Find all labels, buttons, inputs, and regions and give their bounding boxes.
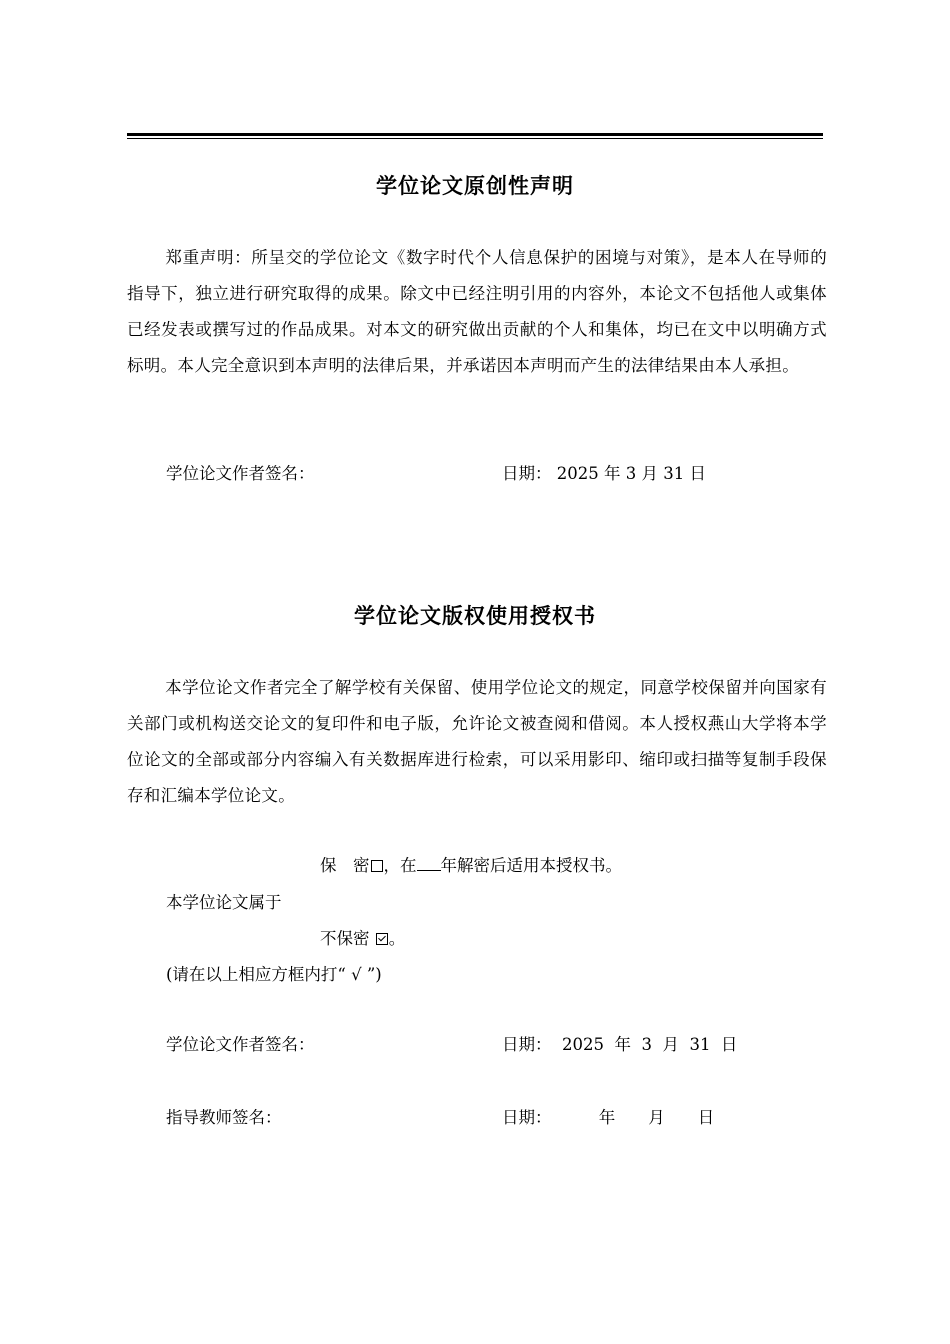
not-confidential-label: 不保密 [320,929,370,948]
declaration-title: 学位论文原创性声明 [376,174,574,198]
option-period: 。 [388,929,406,948]
advisor-date [502,1104,714,1128]
confidential-checkbox[interactable] [371,860,383,872]
authorization-body-text: 本学位论文作者完全了解学校有关保留、使用学位论文的规定，同意学校保留并向国家有关部门或机构送交论文的复印件和电子版，允许论文被查阅和借阅。本人授权燕山大学将本学位论文的全部或部分内容编入有关数据库进行检索，可以采用影印、缩印或扫描等复制手段保存和汇编本学位论文。 [127,678,827,805]
declaration-body [127,240,827,384]
authorization-author-date-label: 日期： [502,1035,552,1054]
top-rule-thin [127,138,823,139]
advisor-date-value: 年 月 日 [598,1108,715,1127]
advisor-date-label: 日期： [502,1108,552,1127]
authorization-author-sign: 学位论文作者签名： [166,1035,315,1054]
advisor-sign: 指导教师签名： [166,1108,282,1127]
years-blank [417,856,441,871]
authorization-body [127,670,827,814]
confidential-suffix-a: ，在 [383,856,417,875]
declaration-date [502,460,706,484]
not-confidential-option [320,925,405,949]
top-rule [127,133,823,136]
declaration-body-text: 郑重声明：所呈交的学位论文《数字时代个人信息保护的困境与对策》，是本人在导师的指导下，独立进行研究取得的成果。除文中已经注明引用的内容外，本论文不包括他人或集体已经发表或撰写过的作品成果。对本文的研究做出贡献的个人和集体，均已在文中以明确方式标明。本人完全意识到本声明的法律后果，并承诺因本声明而产生的法律结果由本人承担。 [127,248,827,375]
authorization-author-date-value: 2025 年 3 月 31 日 [562,1035,738,1054]
confidential-suffix-b: 年解密后适用本授权书。 [440,856,622,875]
authorization-title: 学位论文版权使用授权书 [354,604,596,628]
belongs-label: 本学位论文属于 [166,893,282,912]
instruction-text: (请在以上相应方框内打“ √ ”) [166,965,382,984]
authorization-author-date [502,1031,737,1055]
not-confidential-checkbox[interactable] [376,933,388,945]
declaration-date-label: 日期： [502,464,552,483]
confidential-option [320,852,622,876]
confidential-label: 保 密 [320,856,370,875]
declaration-date-value: 2025 年 3 月 31 日 [556,464,706,483]
declaration-author-sign: 学位论文作者签名： [166,464,315,483]
